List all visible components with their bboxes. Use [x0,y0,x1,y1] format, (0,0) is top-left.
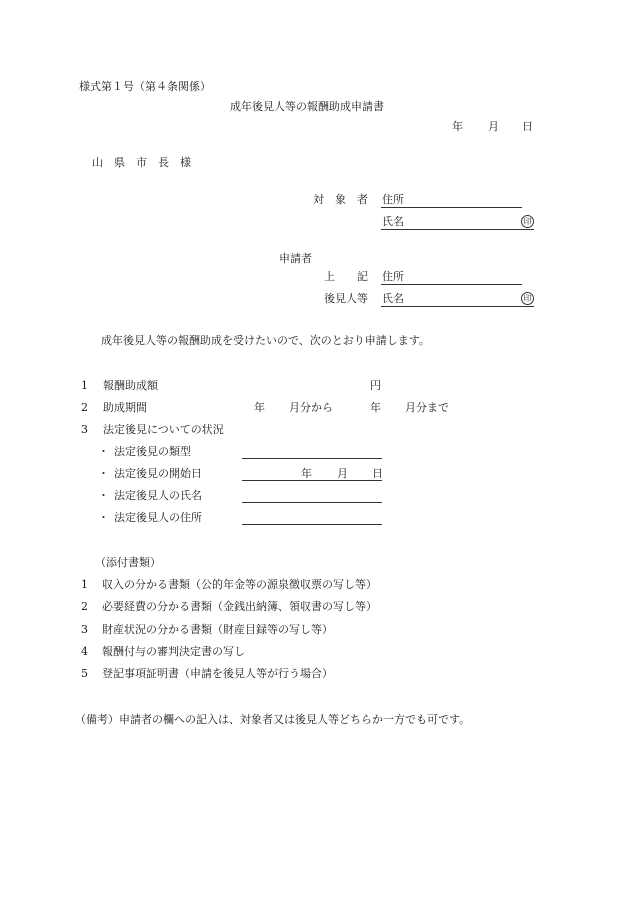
bullet: ・ [98,489,109,502]
subject-address-label: 住所 [382,193,404,206]
applicant-name-field[interactable] [381,306,534,307]
subject-label: 対 象 者 [313,193,368,206]
start-day: 日 [372,467,383,480]
subject-name-field[interactable] [381,229,534,230]
item-label-period: 助成期間 [103,401,147,414]
attachment-item: 収入の分かる書類（公的年金等の源泉徴収票の写し等） [102,578,377,591]
subject-name-label: 氏名 [382,215,404,228]
start-year: 年 [301,467,312,480]
attachment-number: 2 [81,600,88,613]
note-text: （備考）申請者の欄への記入は、対象者又は後見人等どちらか一方でも可です。 [75,713,471,726]
item-number: 2 [81,401,88,414]
intro-text: 成年後見人等の報酬助成を受けたいので、次のとおり申請します。 [101,334,430,347]
attachment-number: 5 [81,667,88,680]
guardianship-start-label: 法定後見の開始日 [114,467,202,480]
seal-icon: 印 [521,292,534,305]
amount-unit: 円 [370,379,381,392]
bullet: ・ [98,511,109,524]
subject-address-field[interactable] [381,207,522,208]
period-to-year: 年 [370,401,381,414]
addressee: 山 県 市 長 様 [92,156,191,169]
date-day: 日 [522,120,533,133]
date-month: 月 [488,120,499,133]
start-month: 月 [337,467,348,480]
applicant-label-1: 上 記 [324,270,368,283]
attachment-item: 財産状況の分かる書類（財産目録等の写し等） [102,623,333,636]
attachment-item: 報酬付与の審判決定書の写し [102,645,245,658]
period-from-year: 年 [254,401,265,414]
attachment-number: 3 [81,623,88,636]
attachment-item: 必要経費の分かる書類（金銭出納簿、領収書の写し等） [102,600,377,613]
period-to-month: 月分まで [405,401,449,414]
seal-icon: 印 [521,215,534,228]
guardianship-type-label: 法定後見の類型 [114,445,191,458]
attachment-number: 1 [81,578,88,591]
guardianship-type-field[interactable] [242,458,382,459]
period-from-month: 月分から [289,401,333,414]
item-label-amount: 報酬助成額 [103,379,158,392]
item-number: 3 [81,423,88,436]
page-title: 成年後見人等の報酬助成申請書 [230,100,384,113]
applicant-address-field[interactable] [381,284,522,285]
applicant-label-2: 後見人等 [324,292,368,305]
attachment-number: 4 [81,645,88,658]
applicant-address-label: 住所 [382,270,404,283]
date-year: 年 [452,120,463,133]
guardian-address-label: 法定後見人の住所 [114,511,202,524]
item-label-status: 法定後見についての状況 [103,423,224,436]
guardian-name-label: 法定後見人の氏名 [114,489,202,502]
guardian-name-field[interactable] [242,502,382,503]
item-number: 1 [81,379,88,392]
applicant-heading: 申請者 [279,252,312,265]
attachments-heading: （添付書類） [95,556,161,569]
form-number: 様式第１号（第４条関係） [79,80,211,93]
attachment-item: 登記事項証明書（申請を後見人等が行う場合） [102,667,333,680]
guardian-address-field[interactable] [242,524,382,525]
bullet: ・ [98,467,109,480]
guardianship-start-field[interactable] [242,480,382,481]
applicant-name-label: 氏名 [382,292,404,305]
bullet: ・ [98,445,109,458]
